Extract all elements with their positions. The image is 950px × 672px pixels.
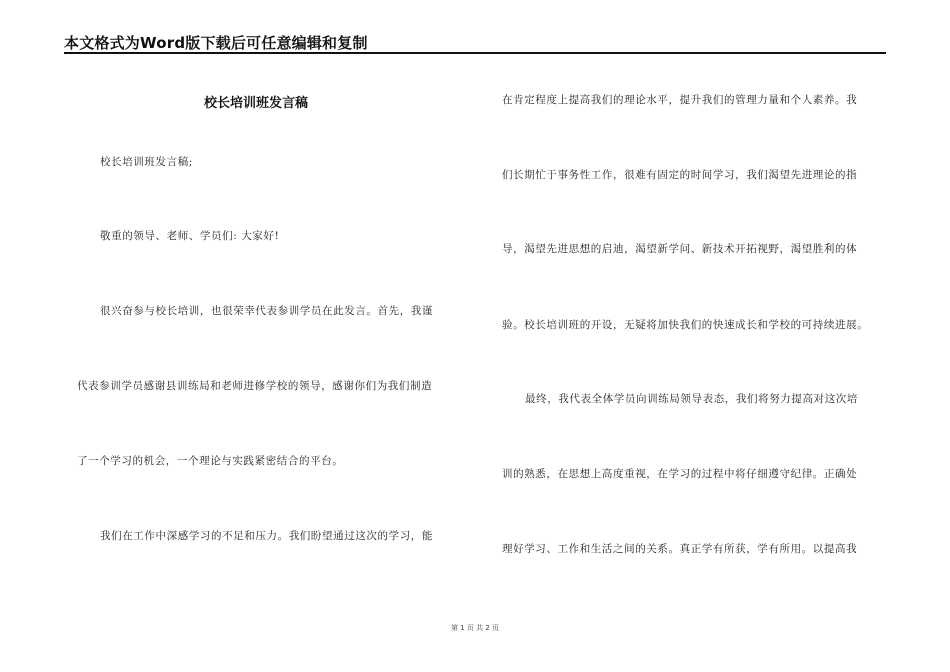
banner-divider — [64, 52, 886, 54]
right-line-4: 验。校长培训班的开设，无疑将加快我们的快速成长和学校的可持续进展。 — [502, 319, 869, 331]
left-line-6: 我们在工作中深感学习的不足和压力。我们盼望通过这次的学习，能 — [100, 530, 433, 542]
right-line-3: 导，渴望先进思想的启迪，渴望新学问、新技术开拓视野，渴望胜利的体 — [502, 243, 858, 255]
right-line-2: 们长期忙于事务性工作，很难有固定的时间学习，我们渴望先进理论的指 — [502, 169, 858, 181]
right-line-5: 最终，我代表全体学员向训练局领导表态，我们将努力提高对这次培 — [525, 393, 858, 405]
left-line-1: 校长培训班发言稿; — [100, 156, 193, 168]
banner-text: 本文格式为Word版下载后可任意编辑和复制 — [64, 34, 368, 52]
left-line-3: 很兴奋参与校长培训，也很荣幸代表参训学员在此发言。首先，我谨 — [100, 305, 433, 317]
page-number: 第 1 页 共 2 页 — [450, 624, 500, 632]
left-line-4: 代表参训学员感谢县训练局和老师进修学校的领导，感谢你们为我们制造 — [77, 380, 433, 392]
left-line-5: 了一个学习的机会，一个理论与实践紧密结合的平台。 — [77, 455, 344, 467]
right-line-6: 训的熟悉，在思想上高度重视，在学习的过程中将仔细遵守纪律。正确处 — [502, 468, 858, 480]
left-line-2: 敬重的领导、老师、学员们: 大家好! — [100, 230, 280, 242]
download-banner — [64, 30, 886, 54]
right-line-1: 在肯定程度上提高我们的理论水平，提升我们的管理力量和个人素养。我 — [502, 94, 858, 106]
right-line-7: 理好学习、工作和生活之间的关系。真正学有所获，学有所用。以提高我 — [502, 543, 858, 555]
document-title: 校长培训班发言稿 — [204, 96, 309, 111]
